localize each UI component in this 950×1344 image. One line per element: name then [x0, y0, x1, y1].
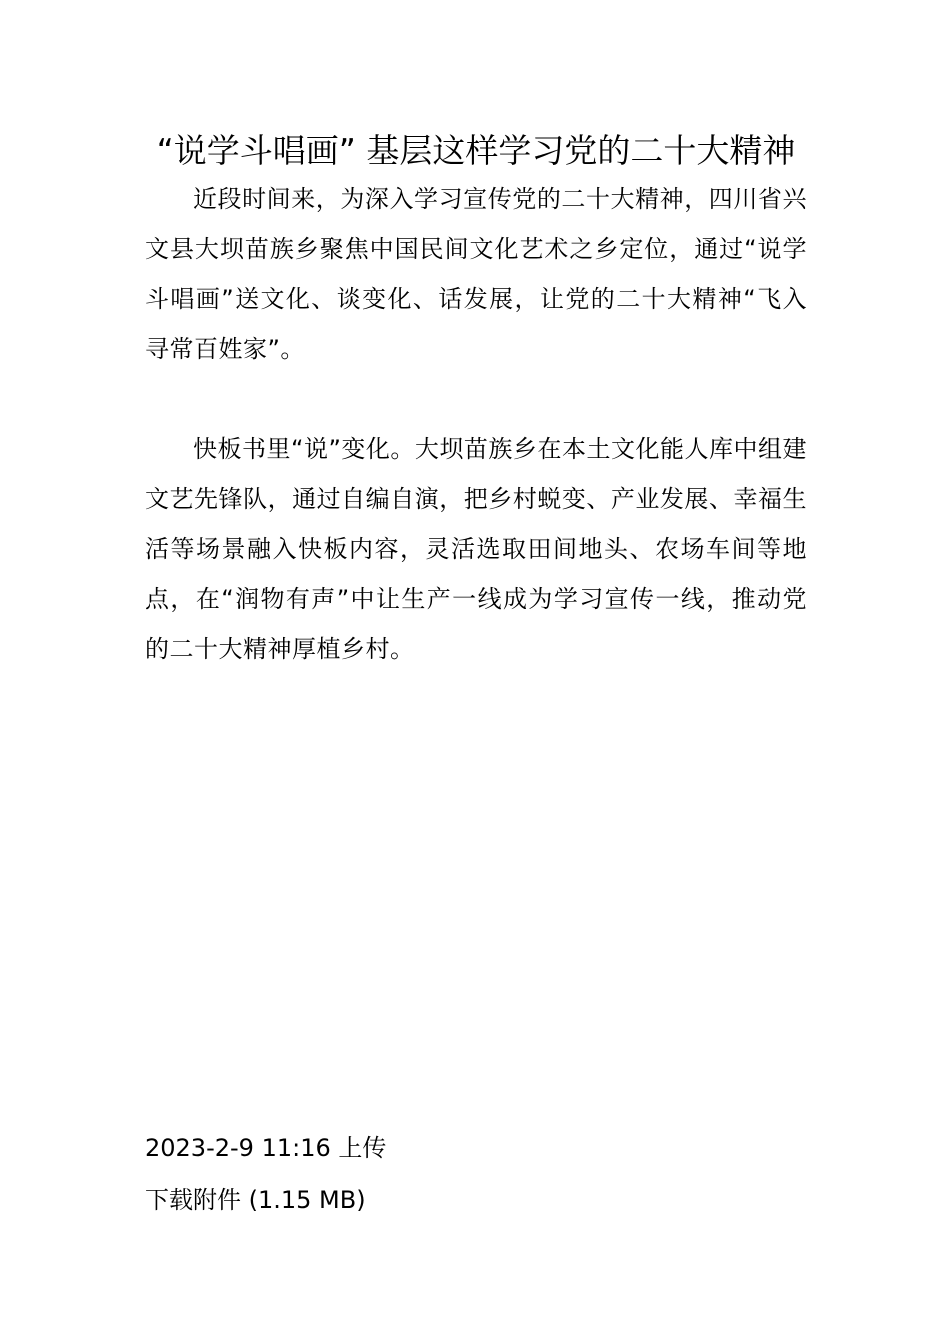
article-body [145, 128, 807, 674]
upload-timestamp: 2023-2-9 11:16 上传 [145, 1134, 387, 1162]
paragraph-intro: 近段时间来，为深入学习宣传党的二十大精神，四川省兴文县大坝苗族乡聚焦中国民间文化艺术之乡定位，通过“说学斗唱画”送文化、谈变化、话发展，让党的二十大精神“飞入寻常百姓家”。 [145, 185, 807, 363]
article-title: “说学斗唱画” 基层这样学习党的二十大精神 [156, 131, 796, 170]
paragraph-kuaiban: 快板书里“说”变化。大坝苗族乡在本土文化能人库中组建文艺先锋队，通过自编自演，把乡村蜕变、产业发展、幸福生活等场景融入快板内容，灵活选取田间地头、农场车间等地点，在“润物有声”中让生产一线成为学习宣传一线，推动党的二十大精神厚植乡村。 [145, 435, 807, 663]
upload-meta [145, 1124, 807, 1224]
download-attachment-link[interactable]: 下载附件 (1.15 MB) [145, 1186, 366, 1214]
